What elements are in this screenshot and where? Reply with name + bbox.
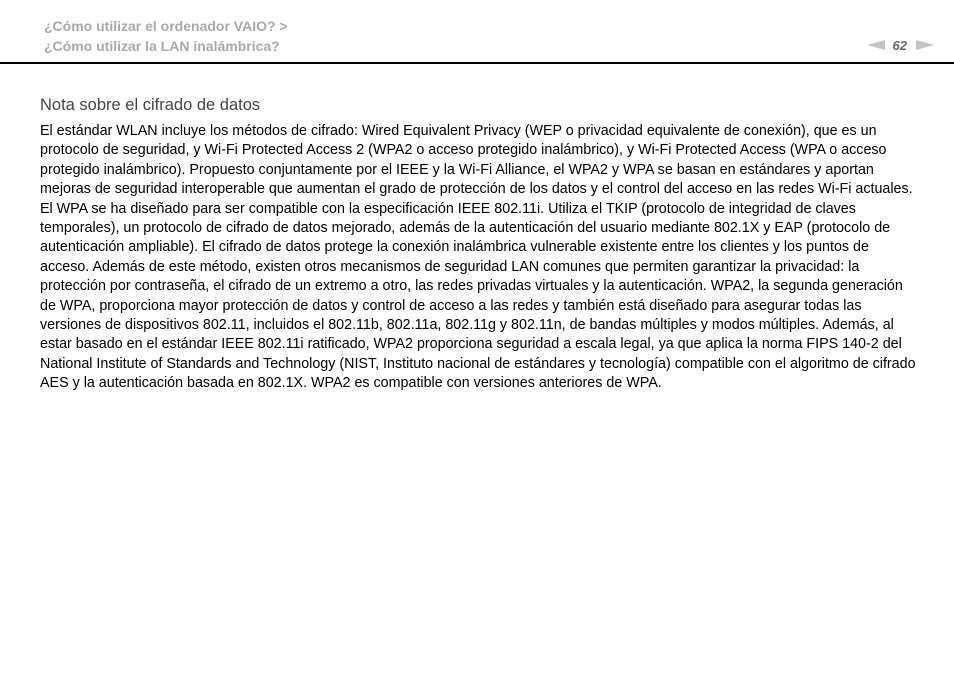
page-number: 62 bbox=[892, 37, 907, 53]
main-content bbox=[40, 94, 920, 394]
body-paragraph: El estándar WLAN incluye los métodos de cifrado: Wired Equivalent Privacy (WEP o privacidad equivalente de conexión), que es un protocolo de seguridad, y Wi-Fi Protected Access 2 (WPA2 o acceso protegido inalámbrico), y Wi-Fi Protected Access (WPA o acceso protegido inalámbrico). Propuesto conjuntamente por el IEEE y la Wi-Fi Alliance, el WPA2 y WPA se basan en estándares y aportan mejoras de seguridad interoperable que aumentan el grado de protección de los datos y el control del acceso en las redes Wi-Fi actuales. El WPA se ha diseñado para ser compatible con la especificación IEEE 802.11i. Utiliza el TKIP (protocolo de integridad de claves temporales), un protocolo de cifrado de datos mejorado, además de la autenticación del usuario mediante 802.1X y EAP (protocolo de autenticación ampliable). El cifrado de datos protege la conexión inalámbrica vulnerable existente entre los clientes y los puntos de acceso. Además de este método, existen otros mecanismos de seguridad LAN comunes que permiten garantizar la privacidad: la protección por contraseña, el cifrado de un extremo a otro, las redes privadas virtuales y la autenticación. WPA2, la segunda generación de WPA, proporciona mayor protección de datos y control de acceso a las redes y también está diseñado para asegurar todas las versiones de dispositivos 802.11, incluidos el 802.11b, 802.11a, 802.11g y 802.11n, de bandas múltiples y modos múltiples. Además, al estar basado en el estándar IEEE 802.11i ratificado, WPA2 proporciona seguridad a escala legal, ya que aplica la norma FIPS 140-2 del National Institute of Standards and Technology (NIST, Instituto nacional de estándares y tecnología) compatible con el algoritmo de cifrado AES y la autenticación basada en 802.1X. WPA2 es compatible con versiones anteriores de WPA. bbox=[40, 123, 916, 392]
header-divider bbox=[0, 62, 954, 64]
page-navigation bbox=[867, 37, 934, 53]
section-title: Nota sobre el cifrado de datos bbox=[40, 96, 261, 114]
next-page-icon[interactable] bbox=[916, 40, 934, 50]
breadcrumb-parent-link[interactable]: ¿Cómo utilizar el ordenador VAIO? > bbox=[44, 18, 288, 34]
previous-page-icon[interactable] bbox=[867, 40, 885, 50]
breadcrumb bbox=[44, 16, 288, 56]
breadcrumb-current: ¿Cómo utilizar la LAN inalámbrica? bbox=[44, 38, 280, 54]
page-header bbox=[0, 0, 954, 64]
